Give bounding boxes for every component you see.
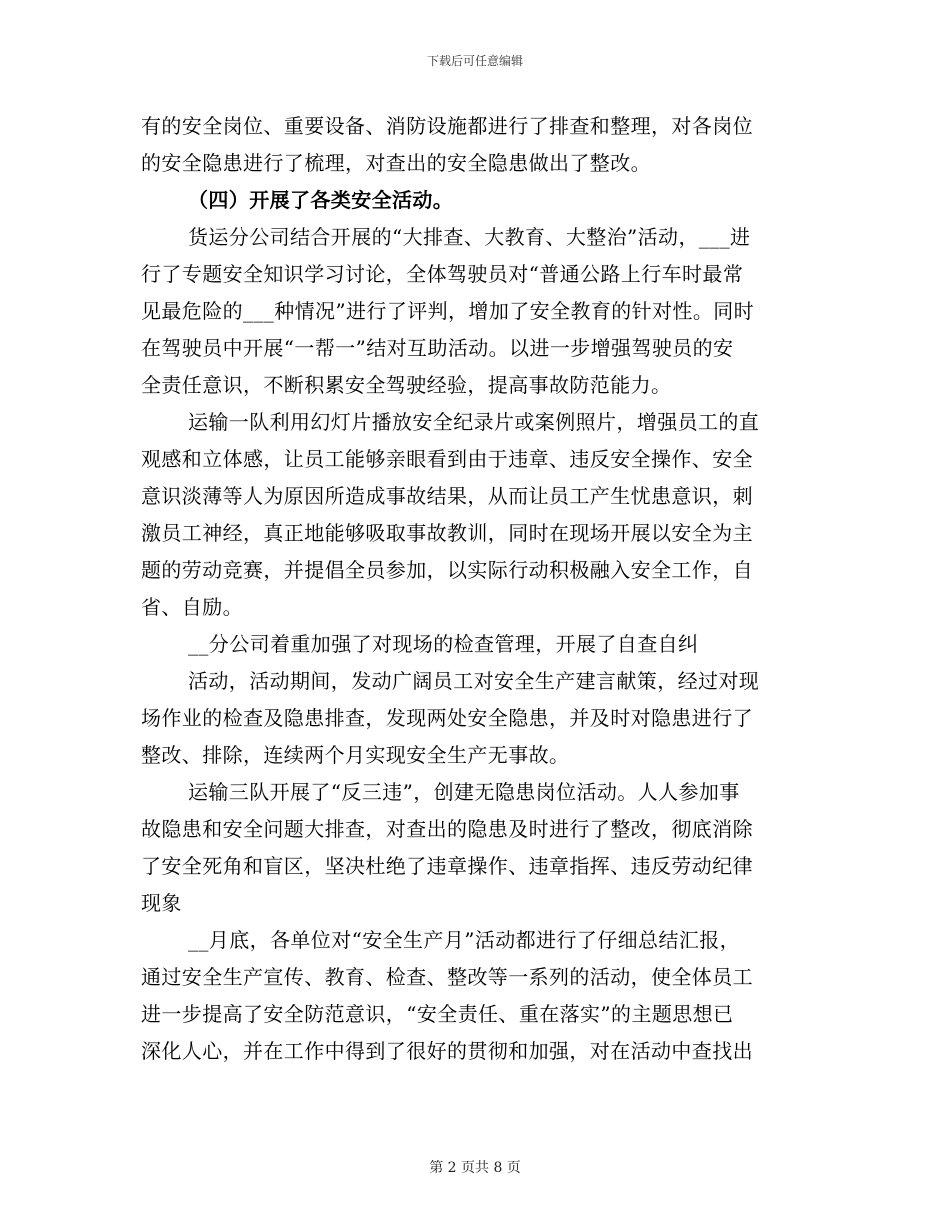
body-line: 进一步提高了安全防范意识，“安全责任、重在落实”的主题思想已	[141, 1002, 734, 1026]
page-footer: 第 2 页共 8 页	[429, 1160, 521, 1176]
body-line: 了安全死角和盲区，坚决杜绝了违章操作、违章指挥、违反劳动纪律	[141, 854, 753, 878]
body-line: 全责任意识，不断积累安全驾驶经验，提高事故防范能力。	[141, 373, 672, 397]
body-line: 整改、排除，连续两个月实现安全生产无事故。	[141, 743, 570, 767]
section-heading: （四）开展了各类安全活动。	[188, 188, 454, 212]
body-line: 行了专题安全知识学习讨论，全体驾驶员对“普通公路上行车时最常	[141, 262, 744, 286]
body-line: 故隐患和安全问题大排查，对查出的隐患及时进行了整改，彻底消除	[141, 817, 753, 841]
body-line: 的安全隐患进行了梳理，对查出的安全隐患做出了整改。	[141, 151, 651, 175]
body-line: 意识淡薄等人为原因所造成事故结果，从而让员工产生忧患意识，刺	[141, 484, 753, 508]
page-header: 下载后可任意编辑	[426, 54, 523, 68]
body-line: __月底，各单位对“安全生产月”活动都进行了仔细总结汇报，	[188, 928, 741, 952]
body-line: 深化人心，并在工作中得到了很好的贯彻和加强，对在活动中查找出	[141, 1039, 753, 1063]
body-line: __分公司着重加强了对现场的检查管理，开展了自查自纠	[188, 632, 699, 656]
body-line: 运输一队利用幻灯片播放安全纪录片或案例照片，增强员工的直	[188, 410, 760, 434]
body-line: 运输三队开展了“反三违”，创建无隐患岗位活动。人人参加事	[188, 780, 740, 804]
body-line: 激员工神经，真正地能够吸取事故教训，同时在现场开展以安全为主	[141, 521, 753, 545]
body-line: 题的劳动竞赛，并提倡全员参加，以实际行动积极融入安全工作，自	[141, 558, 753, 582]
body-line: 活动，活动期间，发动广阔员工对安全生产建言献策，经过对现	[188, 669, 760, 693]
body-line: 货运分公司结合开展的“大排查、大教育、大整治”活动，___进	[188, 225, 751, 249]
body-line: 省、自励。	[141, 595, 243, 619]
document-body	[141, 108, 809, 1070]
body-line: 现象	[141, 891, 182, 915]
body-line: 观感和立体感，让员工能够亲眼看到由于违章、违反安全操作、安全	[141, 447, 753, 471]
body-line: 见最危险的___种情况”进行了评判，增加了安全教育的针对性。同时	[141, 299, 755, 323]
body-line: 场作业的检查及隐患排查，发现两处安全隐患，并及时对隐患进行了	[141, 706, 753, 730]
body-line: 在驾驶员中开展“一帮一”结对互助活动。以进一步增强驾驶员的安	[141, 336, 734, 360]
body-line: 通过安全生产宣传、教育、检查、整改等一系列的活动，使全体员工	[141, 965, 753, 989]
body-line: 有的安全岗位、重要设备、消防设施都进行了排查和整理，对各岗位	[141, 114, 753, 138]
